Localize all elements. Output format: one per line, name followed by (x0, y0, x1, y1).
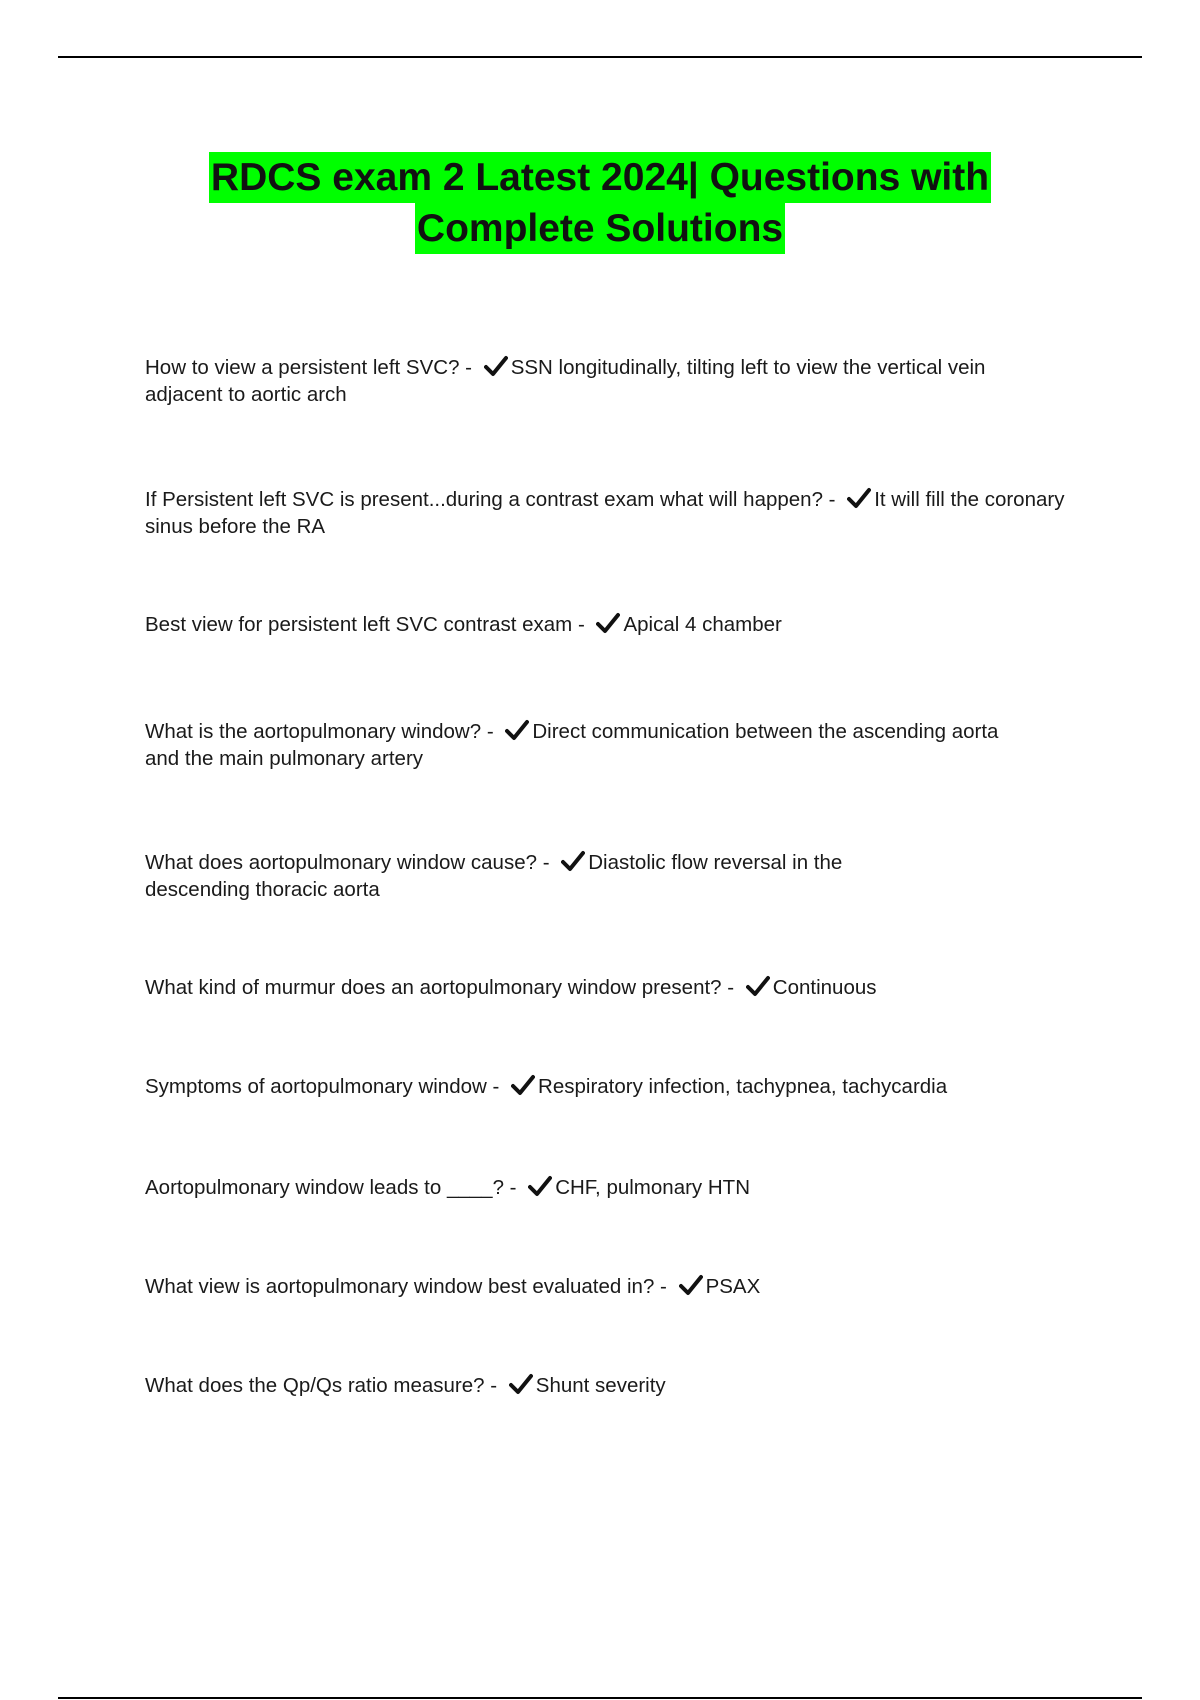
qa-item (145, 1174, 1065, 1201)
question-text: What is the aortopulmonary window? (145, 720, 482, 743)
answer-text: PSAX (705, 1275, 761, 1298)
title-line-2: Complete Solutions (415, 203, 785, 254)
check-mark-icon (746, 975, 770, 997)
qa-item (145, 849, 925, 903)
question-text: Aortopulmonary window leads to ____? (145, 1176, 504, 1199)
separator: - (572, 613, 591, 636)
answer-text: CHF, pulmonary HTN (555, 1176, 750, 1199)
separator: - (654, 1275, 673, 1298)
qa-item (145, 611, 1065, 638)
separator: - (481, 720, 500, 743)
answer-text: It will fill the coronary sinus before the RA (145, 488, 1065, 538)
separator: - (537, 851, 556, 874)
separator: - (486, 1075, 506, 1098)
answer-text: Diastolic flow reversal in the descending thoracic aorta (145, 851, 843, 901)
qa-item (145, 486, 1065, 540)
question-text: If Persistent left SVC is present...during a contrast exam what will happen? (145, 488, 823, 511)
separator: - (503, 1176, 523, 1199)
qa-item (145, 1372, 1065, 1399)
answer-text: SSN longitudinally, tilting left to view the vertical vein adjacent to aortic arch (145, 356, 986, 406)
separator: - (459, 356, 478, 379)
check-mark-icon (679, 1274, 703, 1296)
document-title (0, 152, 1200, 254)
question-text: What view is aortopulmonary window best evaluated in? (145, 1275, 655, 1298)
bottom-rule (58, 1697, 1142, 1699)
question-text: What does the Qp/Qs ratio measure? (145, 1374, 485, 1397)
check-mark-icon (509, 1373, 533, 1395)
question-text: Best view for persistent left SVC contrast exam (145, 613, 573, 636)
answer-text: Respiratory infection, tachypnea, tachycardia (538, 1075, 948, 1098)
answer-text: Apical 4 chamber (623, 613, 782, 636)
answer-text: Direct communication between the ascending aorta and the main pulmonary artery (145, 720, 999, 770)
qa-item (145, 718, 1025, 772)
qa-item (145, 1273, 1065, 1300)
qa-item (145, 354, 1025, 408)
check-mark-icon (561, 850, 585, 872)
qa-item (145, 974, 1065, 1001)
check-mark-icon (596, 612, 620, 634)
question-text: What kind of murmur does an aortopulmonary window present? (145, 976, 722, 999)
separator: - (484, 1374, 503, 1397)
check-mark-icon (505, 719, 529, 741)
check-mark-icon (528, 1175, 552, 1197)
separator: - (721, 976, 740, 999)
separator: - (822, 488, 842, 511)
check-mark-icon (847, 487, 871, 509)
question-text: Symptoms of aortopulmonary window (145, 1075, 487, 1098)
answer-text: Shunt severity (535, 1374, 666, 1397)
question-text: How to view a persistent left SVC? (145, 356, 460, 379)
title-line-1: RDCS exam 2 Latest 2024| Questions with (209, 152, 991, 203)
top-rule (58, 56, 1142, 58)
question-text: What does aortopulmonary window cause? (145, 851, 537, 874)
qa-item (145, 1073, 1065, 1100)
answer-text: Continuous (772, 976, 877, 999)
check-mark-icon (484, 355, 508, 377)
check-mark-icon (511, 1074, 535, 1096)
